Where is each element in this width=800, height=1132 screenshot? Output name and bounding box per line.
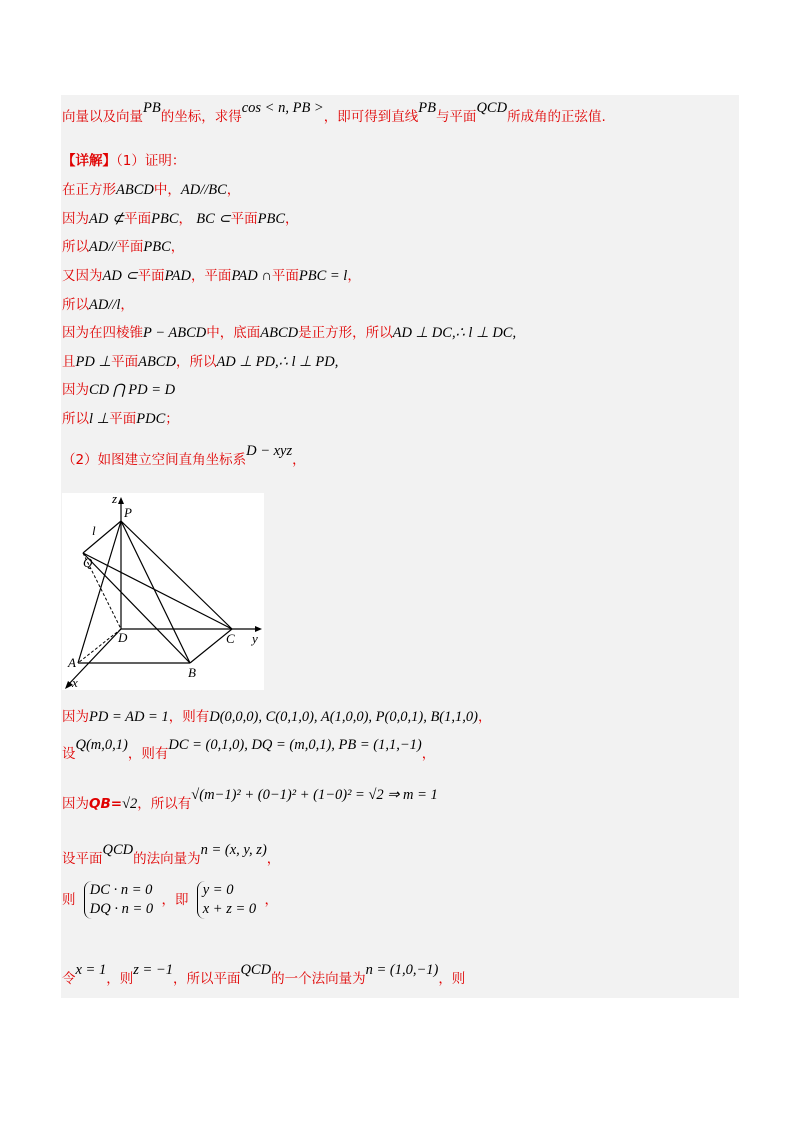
text-line-7: 因为在四棱锥P − ABCD中，底面ABCD是正方形，所以AD ⊥ DC,∴ l ⊥ DC, — [62, 325, 517, 341]
label-C: C — [226, 631, 235, 646]
z-arrow — [118, 497, 124, 504]
text-line-13: 设Q(m,0,1)，则有DC = (0,1,0), DQ = (m,0,1), PB = (1,1,−1)， — [62, 737, 436, 762]
edge-PB — [121, 521, 190, 663]
text-line-8: 且PD ⊥平面ABCD，所以AD ⊥ PD,∴ l ⊥ PD, — [62, 354, 339, 370]
edge-PC — [121, 521, 232, 629]
label-B: B — [188, 665, 196, 680]
system-left: DC · n = 0 DQ · n = 0 — [84, 881, 153, 919]
text-line-17: 令x = 1，则z = −1，所以平面QCD的一个法向量为n = (1,0,−1)，则 — [62, 962, 466, 987]
text-line-14: 因为QB=√2，所以有√(m−1)² + (0−1)² + (1−0)² = √2 ⇒ m = 1 — [62, 787, 438, 812]
pyramid-diagram — [62, 493, 264, 690]
text-line-9: 因为CD ⋂ PD = D — [62, 382, 176, 398]
system-right: y = 0 x + z = 0 — [197, 881, 256, 919]
text-line-4: 所以AD//平面PBC， — [62, 239, 185, 255]
text-line-5: 又因为AD ⊂平面PAD，平面PAD ∩平面PBC = l， — [62, 268, 361, 284]
label-D: D — [118, 630, 128, 645]
text-line-6: 所以AD//l， — [62, 297, 134, 313]
label-y: y — [252, 631, 258, 646]
label-l: l — [92, 523, 96, 538]
label-x: x — [72, 675, 78, 690]
edge-PA — [78, 521, 121, 663]
text-line-10: 所以l ⊥平面PDC； — [62, 411, 179, 427]
label-z: z — [112, 493, 118, 506]
text-line-detail-heading: 【详解】（1）证明： — [62, 153, 186, 169]
text-line-intro: 向量以及向量PB的坐标，求得cos < n, PB >，即可得到直线PB与平面QCD所成角的正弦值. — [62, 100, 606, 125]
equation-system-line: 则 DC · n = 0 DQ · n = 0 ，即 y = 0 x + z = 0 ， — [62, 882, 278, 917]
line-l — [83, 521, 121, 553]
text-line-2: 在正方形ABCD中，AD//BC， — [62, 182, 241, 198]
text-line-15: 设平面QCD的法向量为n = (x, y, z)， — [62, 842, 281, 867]
text-line-11: （2）如图建立空间直角坐标系D − xyz， — [62, 443, 306, 468]
label-P: P — [124, 505, 132, 520]
label-Q: Q — [83, 555, 93, 570]
pyramid-figure — [62, 493, 264, 690]
text-line-3: 因为AD ⊄平面PBC， BC ⊂平面PBC， — [62, 211, 299, 227]
label-A: A — [68, 655, 76, 670]
text-line-12: 因为PD = AD = 1，则有D(0,0,0), C(0,1,0), A(1,0,0), P(0,0,1), B(1,1,0)， — [62, 709, 492, 725]
edge-QB — [83, 553, 190, 663]
edge-QC — [83, 553, 232, 629]
